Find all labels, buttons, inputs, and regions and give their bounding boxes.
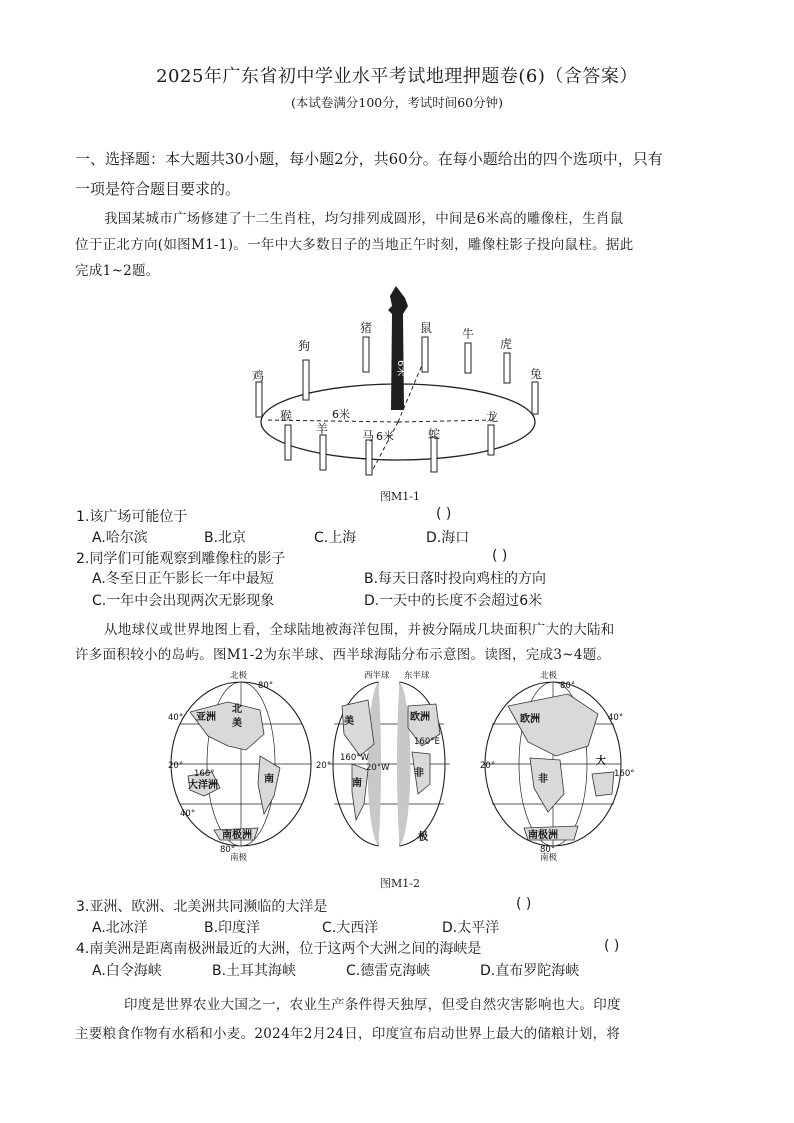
label-west-hemisphere: 西半球 <box>364 671 390 681</box>
label-north-pole-left: 北极 <box>230 671 248 681</box>
q2-option-b: B.每天日落时投向鸡柱的方向 <box>364 571 547 587</box>
label-tiger: 虎 <box>500 337 513 351</box>
label-south-pole-left: 南极 <box>230 853 248 863</box>
pillar-ox <box>465 343 471 373</box>
passage1-line3: 完成1~2题。 <box>75 263 160 279</box>
q4-option-d: D.直布罗陀海峡 <box>480 963 580 979</box>
pillar-rat <box>422 337 428 372</box>
label-asia-left: 亚洲 <box>196 712 216 723</box>
pillar-pig <box>363 337 369 372</box>
label-sa-mid: 南 <box>352 778 362 789</box>
label-monkey: 猴 <box>280 409 293 423</box>
label-lat80-left: 80° <box>258 681 274 691</box>
label-goat: 羊 <box>316 422 329 436</box>
label-lon160-left: 160° <box>194 769 215 779</box>
label-lat40-right: 40° <box>608 713 624 723</box>
label-lat80s-left: 80° <box>220 845 236 855</box>
page-subtitle: (本试卷满分100分，考试时间60分钟) <box>290 95 504 110</box>
q2-option-a: A.冬至日正午影长一年中最短 <box>92 571 274 587</box>
label-da-right: 大 <box>596 756 606 767</box>
label-lon20w: 20°W <box>366 763 390 773</box>
figure-zodiac-plaza <box>240 280 560 480</box>
pillar-dog <box>303 360 309 400</box>
label-radius-bottom: 6米 <box>376 430 394 443</box>
label-lon160e: 160°E <box>414 737 440 747</box>
label-africa-right: 非 <box>538 774 548 785</box>
passage1-line1: 我国某城市广场修建了十二生肖柱，均匀排列成圆形，中间是6米高的雕像柱，生肖鼠 <box>104 211 624 227</box>
label-pig: 猪 <box>360 321 373 335</box>
label-lat40-left: 40° <box>168 713 184 723</box>
land-na-mid <box>342 700 374 756</box>
label-lon160-right: 160° <box>614 769 635 779</box>
figure1-caption: 图M1-1 <box>380 490 420 503</box>
q4-option-c: C.德雷克海峡 <box>346 963 431 979</box>
label-europe-right: 欧洲 <box>520 714 540 725</box>
pillar-monkey <box>285 425 291 460</box>
label-rat: 鼠 <box>420 321 433 335</box>
label-north-pole-right: 北极 <box>540 671 558 681</box>
q2-option-c: C.一年中会出现两次无影现象 <box>92 593 275 609</box>
label-oceania-left: 大洋洲 <box>188 780 218 791</box>
label-south-pole-right: 南极 <box>540 853 558 863</box>
q3-answer-paren: ( ) <box>516 896 532 912</box>
q2-option-d: D.一天中的长度不会超过6米 <box>364 593 543 609</box>
pillar-tiger <box>504 353 510 383</box>
q3-stem: 3.亚洲、欧洲、北美洲共同濒临的大洋是 <box>76 899 328 915</box>
label-snake: 蛇 <box>428 427 441 441</box>
q2-stem: 2.同学们可能观察到雕像柱的影子 <box>76 551 286 567</box>
q3-option-c: C.大西洋 <box>322 920 379 936</box>
radius-dashed-right <box>398 420 495 422</box>
pillar-rabbit <box>532 382 538 414</box>
label-rabbit: 兔 <box>530 367 543 381</box>
label-statue-height: 6米 <box>395 360 406 377</box>
label-lat20-mid: 20° <box>316 761 332 771</box>
section-instructions-line1: 一、选择题：本大题共30小题，每小题2分，共60分。在每小题给出的四个选项中，只有 <box>75 150 663 168</box>
passage1-line2: 位于正北方向(如图M1-1)。一年中大多数日子的当地正午时刻，雕像柱影子投向鼠柱。据此 <box>75 237 634 253</box>
pillar-horse <box>366 440 372 475</box>
passage3-line2: 主要粮食作物有水稻和小麦。2024年2月24日，印度宣布启动世界上最大的储粮计划，将 <box>75 1026 621 1042</box>
q1-answer-paren: ( ) <box>436 506 452 522</box>
q3-option-d: D.太平洋 <box>442 920 500 936</box>
land-asia-na-left <box>190 702 264 750</box>
q4-option-a: A.白令海峡 <box>92 963 162 979</box>
section-instructions-line2: 一项是符合题目要求的。 <box>75 180 241 198</box>
q4-option-b: B.土耳其海峡 <box>212 963 297 979</box>
passage3-line1: 印度是世界农业大国之一，农业生产条件得天独厚，但受自然灾害影响也大。印度 <box>124 997 621 1013</box>
pillar-rooster <box>256 382 262 417</box>
pillar-dragon <box>488 425 494 455</box>
label-rooster: 鸡 <box>252 369 265 383</box>
q3-option-a: A.北冰洋 <box>92 920 148 936</box>
q3-option-b: B.印度洋 <box>204 920 261 936</box>
land-oceania-right <box>592 772 614 796</box>
label-horse: 马 <box>362 429 375 443</box>
label-lat40s-left: 40° <box>180 809 196 819</box>
label-antarctica-left: 南极洲 <box>222 830 252 841</box>
label-dragon: 龙 <box>486 410 499 424</box>
q2-answer-paren: ( ) <box>492 548 508 564</box>
pillar-goat <box>320 435 326 470</box>
q1-option-c: C.上海 <box>314 530 357 546</box>
label-na-left-2: 美 <box>232 718 242 729</box>
figure2-caption: 图M1-2 <box>380 877 420 890</box>
page-title: 2025年广东省初中学业水平考试地理押题卷(6)（含答案） <box>156 66 638 87</box>
figure-hemispheres <box>168 664 635 864</box>
statue-pillar <box>388 286 408 410</box>
label-lon160w: 160°W <box>340 753 369 763</box>
label-lat20-right: 20° <box>480 761 496 771</box>
label-sa-left: 南 <box>264 774 274 785</box>
passage2-line2: 许多面积较小的岛屿。图M1-2为东半球、西半球海陆分布示意图。读图，完成3~4题。 <box>75 647 611 663</box>
q1-option-a: A.哈尔滨 <box>92 530 148 546</box>
label-antarctica-right: 南极洲 <box>528 830 558 841</box>
q1-stem: 1.该广场可能位于 <box>76 509 188 525</box>
label-lat80-right: 80° <box>560 681 576 691</box>
passage2-line1: 从地球仪或世界地图上看，全球陆地被海洋包围，并被分隔成几块面积广大的大陆和 <box>104 622 615 638</box>
pillar-snake <box>431 437 437 472</box>
label-na-mid: 美 <box>344 716 354 727</box>
label-na-left-1: 北 <box>232 704 242 715</box>
label-antarctica-mid: 极 <box>418 832 428 843</box>
q1-option-d: D.海口 <box>426 530 470 546</box>
label-africa-mid: 非 <box>414 768 424 779</box>
label-ox: 牛 <box>462 327 475 341</box>
label-europe-mid: 欧洲 <box>410 712 430 723</box>
q1-option-b: B.北京 <box>204 530 247 546</box>
label-dog: 狗 <box>298 339 311 353</box>
label-east-hemisphere: 东半球 <box>404 671 430 681</box>
q4-answer-paren: ( ) <box>604 938 620 954</box>
land-eurasia-right <box>508 694 598 756</box>
label-radius-left: 6米 <box>332 408 350 421</box>
q4-stem: 4.南美洲是距离南极洲最近的大洲，位于这两个大洲之间的海峡是 <box>76 941 482 957</box>
land-sa-left <box>258 756 280 814</box>
label-lat20-left: 20° <box>168 761 184 771</box>
label-lat80s-right: 80° <box>540 845 556 855</box>
